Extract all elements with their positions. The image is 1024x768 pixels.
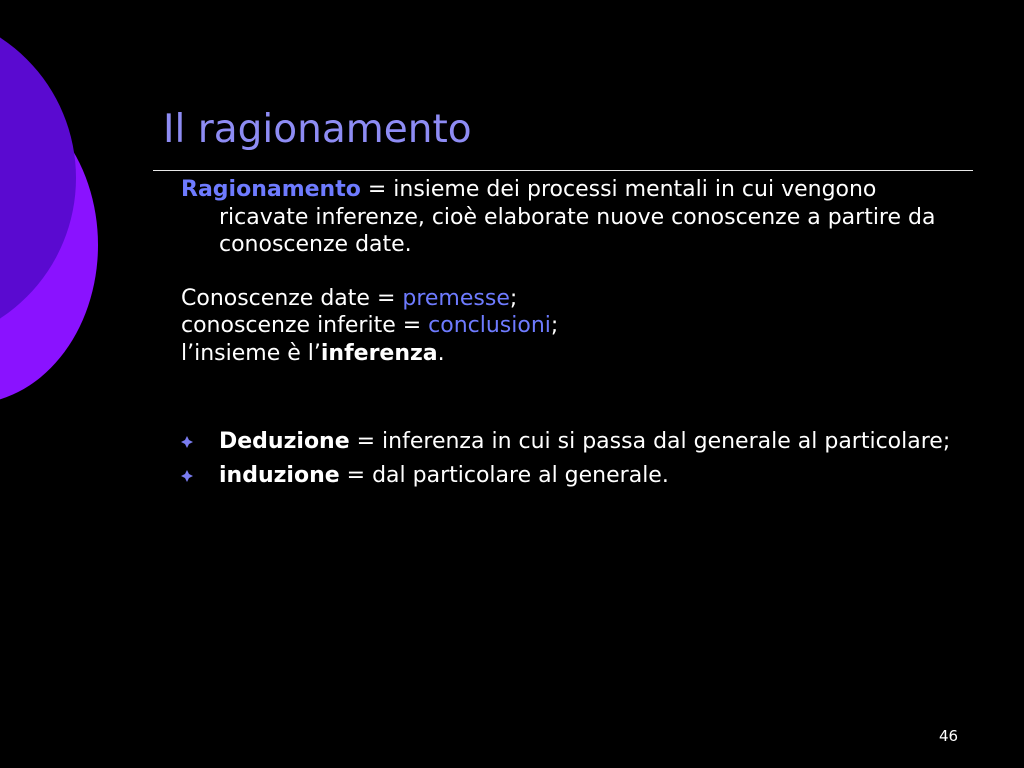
premises-term: premesse [402,285,510,311]
premises-suffix: ; [509,285,518,311]
deduction-text: = inferenza in cui si passa dal generale al particolare; [349,429,951,454]
slide-title: Il ragionamento [163,107,472,152]
slide-body [181,176,961,489]
conclusions-suffix: ; [550,313,559,338]
inference-prefix: l’insieme è l’ [181,340,321,366]
conclusions-line [181,312,961,340]
diamond-bullet-icon [181,470,193,482]
bullet-list [181,428,961,489]
inference-suffix: . [437,340,445,366]
definition-text: = insieme dei processi mentali in cui vengono ricavate inferenze, cioè elaborate nuove conoscenze a partire da conoscenze date. [219,177,936,257]
title-divider [153,170,973,171]
premises-prefix: Conoscenze date = [181,285,403,311]
premises-line [181,285,961,313]
list-item [181,428,961,456]
list-item [181,462,961,490]
diamond-bullet-icon [181,436,193,448]
deduction-term: Deduzione [219,429,350,454]
induction-term: induzione [219,462,340,488]
page-number: 46 [939,727,959,745]
inference-line [181,340,961,368]
inference-term: inferenza [320,340,438,366]
definition-term: Ragionamento [181,177,361,202]
conclusions-term: conclusioni [428,313,551,338]
definition-paragraph [181,176,961,259]
induction-text: = dal particolare al generale. [339,462,669,488]
conclusions-prefix: conoscenze inferite = [181,313,429,338]
